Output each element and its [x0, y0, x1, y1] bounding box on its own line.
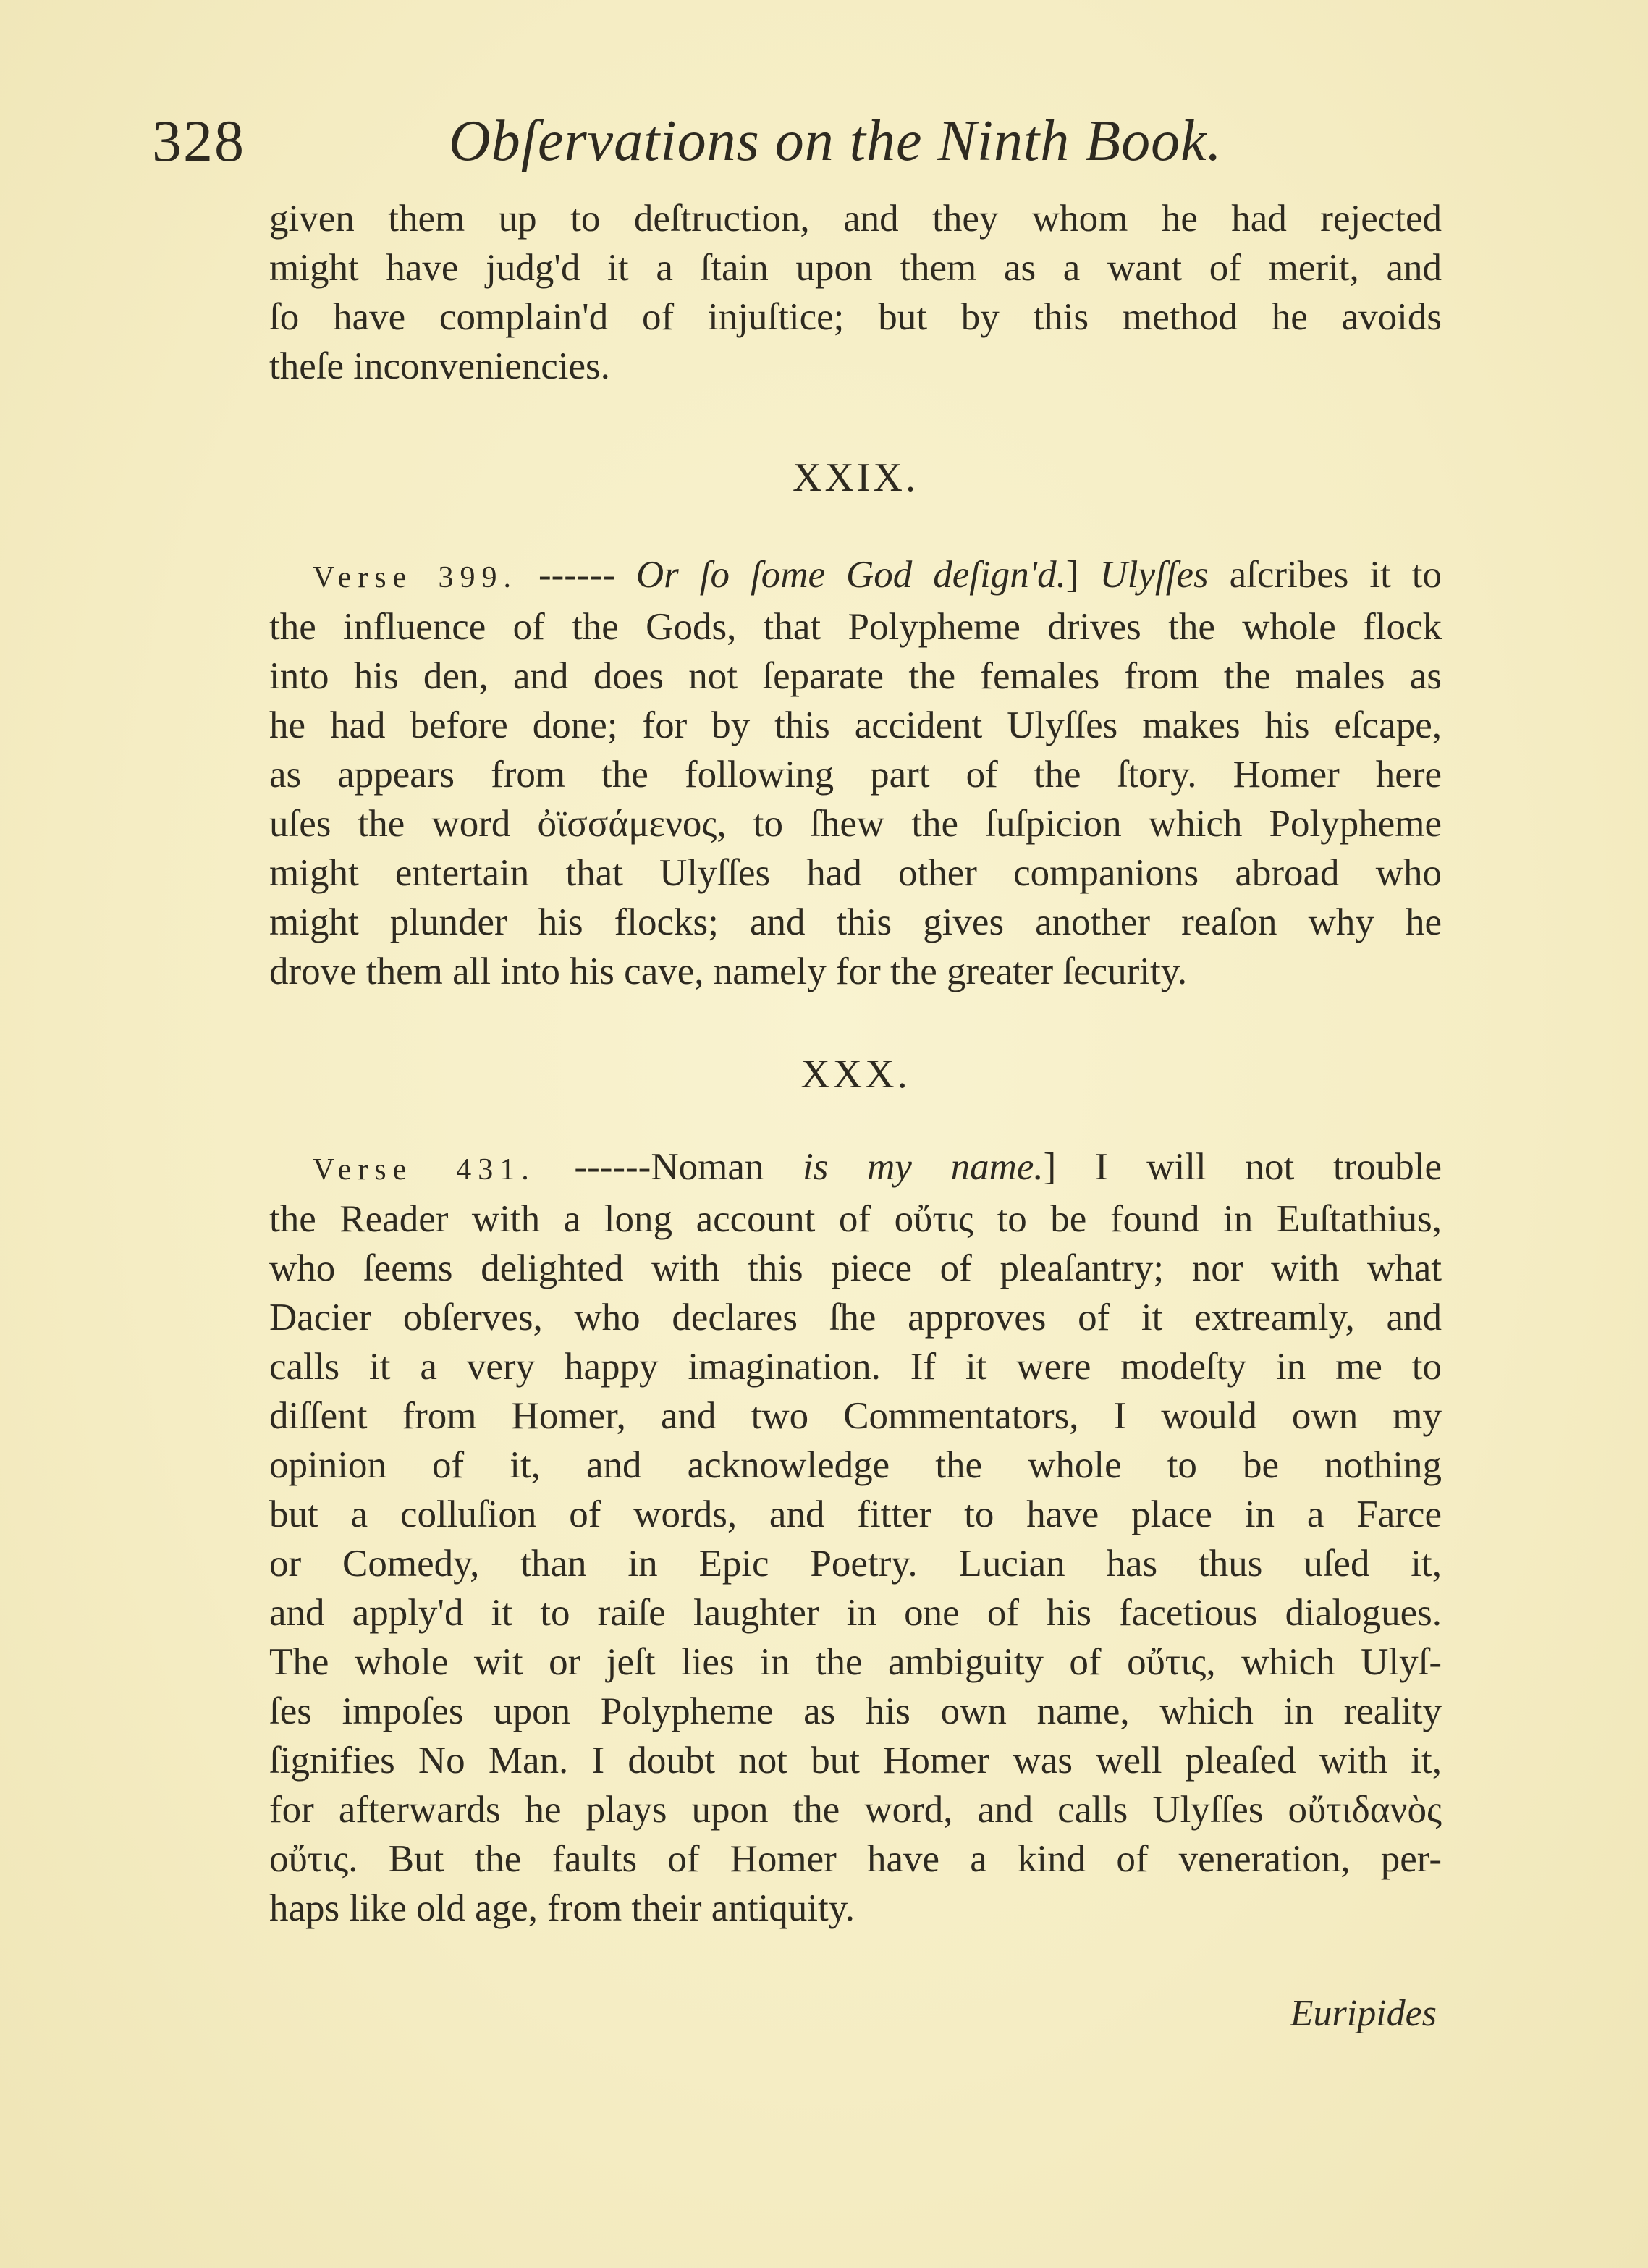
bracket: ]: [1043, 1146, 1095, 1188]
text-line: opinion of it, and acknowledge the whole to be nothing: [269, 1444, 1442, 1486]
section-heading-xxix: XXIX.: [793, 455, 918, 500]
section-heading-xxx: XXX.: [800, 1052, 910, 1097]
running-title: Obſervations on the Ninth Book.: [449, 109, 1222, 173]
catchword: Euripides: [1290, 1993, 1437, 2034]
text-line: and apply'd it to raiſe laughter in one of his facetious dialogues.: [269, 1592, 1442, 1634]
line-end: aſcribes it to: [1208, 554, 1442, 596]
note-first-line: [269, 1142, 1442, 1194]
lemma: Or ſo ſome God deſign'd.: [614, 554, 1066, 596]
text-line: he had before done; for by this accident Ulyſſes makes his eſcape,: [269, 704, 1442, 746]
lemma-italic: is my name.: [803, 1146, 1044, 1188]
page-number: 328: [152, 108, 245, 174]
line-end: I will not trouble: [1094, 1146, 1442, 1188]
text-line: calls it a very happy imagination. If it were modeſty in me to: [269, 1346, 1442, 1388]
text-line: given them up to deſtruction, and they whom he had rejected: [269, 198, 1442, 240]
continuation-paragraph: [269, 194, 1442, 391]
verse-label: Verse 431.: [313, 1153, 536, 1186]
dash: ------: [535, 1146, 651, 1188]
text-line: but a colluſion of words, and fitter to have place in a Farce: [269, 1493, 1442, 1535]
text-line: Dacier obſerves, who declares ſhe approves of it extreamly, and: [269, 1297, 1442, 1339]
text-line: ſignifies No Man. I doubt not but Homer was well pleaſed with it,: [269, 1740, 1442, 1782]
text-line: into his den, and does not ſeparate the females from the males as: [269, 655, 1442, 697]
text-line: The whole wit or jeſt lies in the ambiguity of οὔτις, which Ulyſ-: [269, 1641, 1442, 1683]
note-first-line: [269, 550, 1442, 602]
text-line: ſo have complain'd of injuſtice; but by this method he avoids: [269, 296, 1442, 338]
text-line: οὔτις. But the faults of Homer have a kind of veneration, per-: [269, 1838, 1442, 1880]
lemma-plain: Noman: [651, 1146, 803, 1188]
text-line: might have judg'd it a ſtain upon them as a want of merit, and: [269, 247, 1442, 289]
text-line: the influence of the Gods, that Polypheme drives the whole flock: [269, 606, 1442, 648]
note-xxix: [269, 550, 1442, 996]
page-header: [152, 101, 1455, 181]
text-line: or Comedy, than in Epic Poetry. Lucian has thus uſed it,: [269, 1543, 1442, 1585]
text-line: for afterwards he plays upon the word, and calls Ulyſſes οὔτιδανὸς: [269, 1789, 1442, 1831]
verse-label: Verse 399.: [313, 561, 518, 594]
text-line: ſes impoſes upon Polypheme as his own name, which in reality: [269, 1690, 1442, 1732]
note-xxx: [269, 1142, 1442, 1933]
dash: ------: [517, 554, 615, 596]
text-line: drove them all into his cave, namely for the greater ſecurity.: [269, 950, 1188, 992]
text-line: haps like old age, from their antiquity.: [269, 1887, 855, 1929]
text-line: who ſeems delighted with this piece of pleaſantry; nor with what: [269, 1247, 1442, 1289]
text-line: might entertain that Ulyſſes had other companions abroad who: [269, 852, 1442, 894]
text-line: diſſent from Homer, and two Commentators, I would own my: [269, 1395, 1442, 1437]
text-line: the Reader with a long account of οὔτις to be found in Euſtathius,: [269, 1198, 1442, 1240]
text-line: theſe inconveniencies.: [269, 345, 610, 387]
text-line: uſes the word ὀϊσσάμενος, to ſhew the ſuſpicion which Polypheme: [269, 803, 1442, 845]
bracket: ]: [1065, 554, 1100, 596]
name-ulysses: Ulyſſes: [1099, 554, 1209, 596]
text-line: as appears from the following part of the ſtory. Homer here: [269, 754, 1442, 796]
text-line: might plunder his flocks; and this gives another reaſon why he: [269, 901, 1442, 943]
